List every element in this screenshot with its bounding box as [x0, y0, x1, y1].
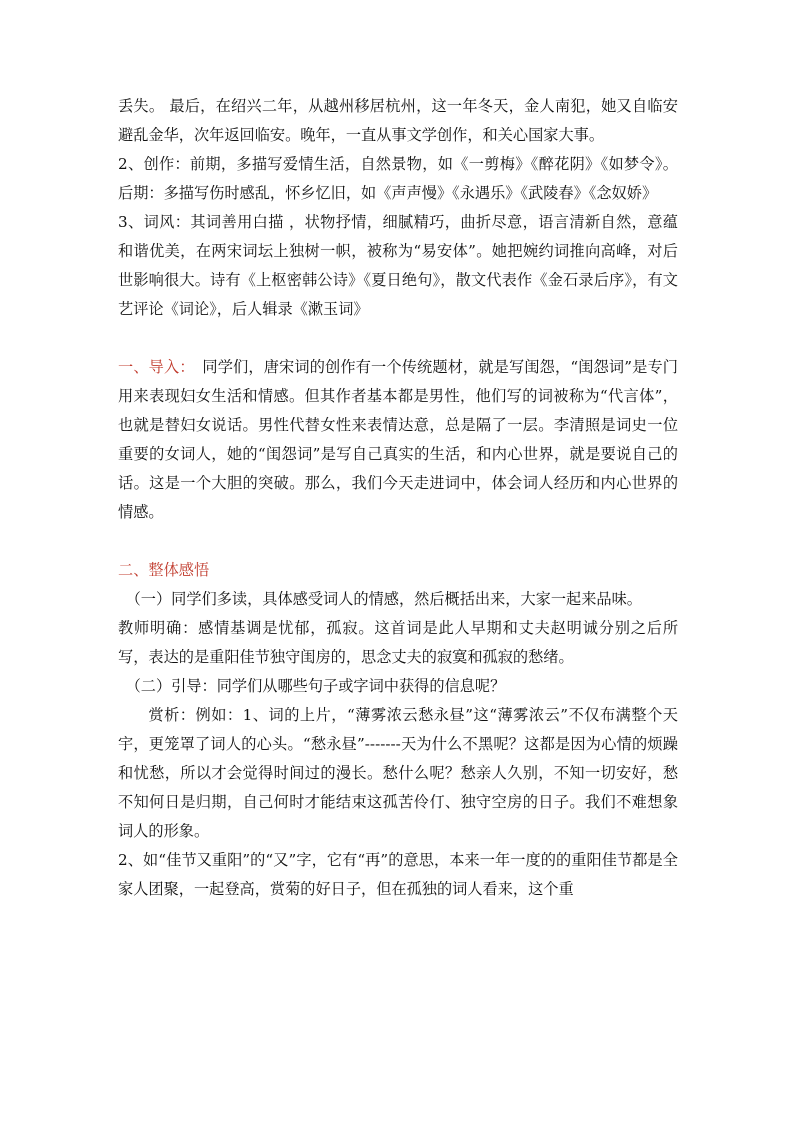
paragraph-task-one: （一）同学们多读，具体感受词人的情感，然后概括出来，大家一起来品味。 [125, 590, 642, 608]
paragraph-analysis-two: 2、如“佳节又重阳”的“又”字，它有“再”的意思，本来一年一度的的重阳佳节都是全家人团聚，一起登高，赏菊的好日子，但在孤独的词人看来，这个重 [118, 851, 678, 898]
spacer [118, 324, 678, 353]
document-page [118, 92, 678, 904]
section-intro-text: 同学们，唐宋词的创作有一个传统题材，就是写闺怨，“闺怨词”是专门用来表现妇女生活和情感。但其作者基本都是男性，他们写的词被称为“代言体”，也就是替妇女说话。男性代替女性来表情达意，总是隔了一层。李清照是词史一位重要的女词人，她的“闺怨词”是写自己真实的生活，和内心世界，就是要说自己的话。这是一个大胆的突破。那么，我们今天走进词中，体会词人经历和内心世界的情感。 [118, 358, 678, 521]
paragraph-intro-continuation: 丢失。 最后，在绍兴二年，从越州移居杭州，这一年冬天，金人南犯，她又自临安避乱金华，次年返回临安。晚年，一直从事文学创作，和关心国家大事。 [118, 97, 678, 144]
paragraph-teacher-note: 教师明确：感情基调是忧郁，孤寂。这首词是此人早期和丈夫赵明诚分别之后所写，表达的是重阳佳节独守闺房的，思念丈夫的寂寞和孤寂的愁绪。 [118, 619, 678, 666]
section-intro [118, 353, 678, 527]
paragraph-style: 3、词风：其词善用白描 ，状物抒情，细腻精巧，曲折尽意，语言清新自然，意蕴和谐优美，在两宋词坛上独树一帜，被称为“易安体”。她把婉约词推向高峰，对后世影响很大。诗有《上枢密韩公诗》《夏日绝句》，散文代表作《金石录后序》，有文艺评论《词论》，后人辑录《漱玉词》 [118, 213, 678, 318]
paragraph-analysis-one: 赏析：例如：1、词的上片，“薄雾浓云愁永昼”这“薄雾浓云”不仅布满整个天宇，更笼罩了词人的心头。“愁永昼”-------天为什么不黑呢？这都是因为心情的烦躁和忧愁，所以才会觉得时间过的漫长。愁什么呢？愁亲人久别，不知一切安好，愁不知何日是归期，自己何时才能结束这孤苦伶仃、独守空房的日子。我们不难想象词人的形象。 [118, 706, 678, 840]
section-heading-intro: 一、导入： [118, 358, 188, 376]
paragraph-creation: 2、创作：前期，多描写爱情生活，自然景物，如《一剪梅》《醉花阴》《如梦令》。后期：多描写伤时感乱，怀乡忆旧，如《声声慢》《永遇乐》《武陵春》《念奴娇》 [118, 155, 678, 202]
spacer [118, 527, 678, 556]
section-heading-overall: 二、整体感悟 [118, 561, 210, 579]
paragraph-task-two: （二）引导：同学们从哪些句子或字词中获得的信息呢？ [125, 677, 506, 695]
